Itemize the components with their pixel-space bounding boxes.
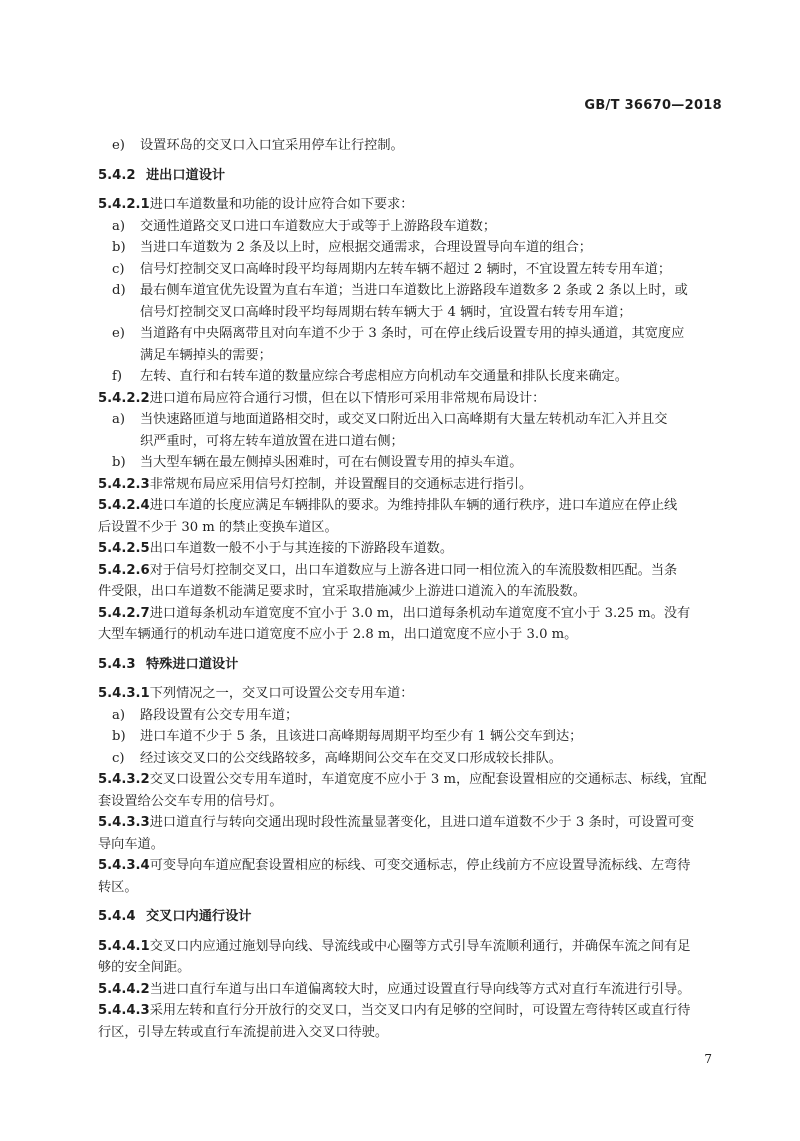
clause-line: [98, 474, 726, 496]
page-number: 7: [704, 1052, 712, 1066]
standard-code: GB/T 36670—2018: [584, 98, 722, 113]
paragraph-continuation: 导向车道。: [98, 836, 164, 852]
clause-text: 进口车道数量和功能的设计应符合如下要求：: [149, 197, 414, 212]
list-item-continuation: 织严重时，可将左转车道放置在进口道右侧；: [140, 433, 404, 449]
paragraph-continuation: 够的安全间距。: [98, 960, 191, 975]
list-item: [112, 452, 726, 474]
list-item: [112, 726, 726, 748]
list-marker: b): [112, 729, 126, 744]
clause-number: 5.4.2.7: [98, 605, 150, 621]
list-item-text: 当进口车道数为 2 条及以上时，应根据交通需求，合理设置导向车道的组合；: [140, 240, 592, 255]
clause-number: 5.4.4.3: [98, 1003, 150, 1018]
list-marker: b): [112, 455, 126, 470]
clause-text: 对于信号灯控制交叉口，出口车道数应与上游各进口同一相位流入的车流股数相匹配。当条: [149, 562, 678, 578]
clause-text: 当进口直行车道与出口车道偏离较大时，应通过设置直行导向线等方式对直行车流进行引导。: [149, 981, 691, 997]
clause-line: [98, 538, 726, 560]
section-title: 特殊进口道设计: [146, 656, 239, 672]
section-number: 5.4.4: [98, 909, 136, 924]
list-item-text: 当快速路匝道与地面道路相交时，或交叉口附近出入口高峰期有大量左转机动车汇入并且交: [140, 412, 668, 427]
clause-number: 5.4.3.2: [98, 772, 150, 787]
clause-number: 5.4.3.4: [98, 858, 150, 873]
clause-number: 5.4.4.1: [98, 938, 150, 954]
clause-line: [98, 1000, 726, 1022]
clause-number: 5.4.2.4: [98, 498, 150, 513]
list-marker: c): [112, 261, 125, 277]
paragraph-continuation: 件受限，出口车道数不能满足要求时，宜采取措施减少上游进口道流入的车流股数。: [98, 584, 586, 599]
list-item: [112, 135, 726, 157]
list-marker: d): [112, 283, 126, 298]
list-marker: a): [112, 412, 126, 427]
list-item-text: 当道路有中央隔离带且对向车道不少于 3 条时，可在停止线后设置专用的掉头通道，其宽度应: [140, 326, 685, 341]
clause-line: [98, 979, 726, 1001]
clause-line: [98, 812, 726, 834]
list-item-text: 当大型车辆在最左侧掉头困难时，可在右侧设置专用的掉头车道。: [140, 455, 523, 470]
clause-number: 5.4.3.1: [98, 686, 150, 701]
list-item: [112, 216, 726, 238]
clause-text: 进口车道的长度应满足车辆排队的要求。为维持排队车辆的通行秩序，进口车道应在停止线: [149, 498, 678, 513]
list-item-continuation: 满足车辆掉头的需要；: [140, 347, 272, 363]
list-marker: a): [112, 707, 126, 723]
list-item: [112, 323, 726, 345]
section-number: 5.4.3: [98, 656, 136, 672]
clause-number: 5.4.3.3: [98, 815, 150, 830]
section-heading: [98, 906, 726, 928]
list-marker: c): [112, 750, 125, 766]
list-item-text: 设置环岛的交叉口入口宜采用停车让行控制。: [140, 138, 404, 153]
list-marker: e): [112, 138, 125, 153]
list-item-text: 左转、直行和右转车道的数量应综合考虑相应方向机动车交通量和排队长度来确定。: [140, 369, 628, 384]
section-title: 交叉口内通行设计: [146, 909, 252, 924]
clause-line: [98, 495, 726, 517]
list-marker: b): [112, 240, 126, 255]
document-body: [98, 135, 726, 1043]
clause-text: 非常规布局应采用信号灯控制，并设置醒目的交通标志进行指引。: [149, 476, 533, 492]
clause-line: [98, 683, 726, 705]
list-item-text: 进口车道不少于 5 条，且该进口高峰期每周期平均至少有 1 辆公交车到达；: [140, 729, 583, 744]
list-item: [112, 705, 726, 727]
list-item: [112, 409, 726, 431]
clause-line: [98, 194, 726, 216]
paragraph-continuation: 转区。: [98, 879, 138, 895]
clause-text: 可变导向车道应配套设置相应的标线、可变交通标志，停止线前方不应设置导流标线、左弯待: [149, 858, 691, 873]
list-item-continuation: 信号灯控制交叉口高峰时段平均每周期右转车辆大于 4 辆时，宜设置右转专用车道；: [140, 304, 632, 320]
clause-text: 交叉口设置公交专用车道时，车道宽度不应小于 3 m，应配套设置相应的交通标志、标线，宜配: [149, 772, 707, 787]
paragraph-continuation: 大型车辆通行的机动车进口道宽度不应小于 2.8 m，出口道宽度不应小于 3.0 m。: [98, 627, 578, 642]
clause-text: 出口车道数一般不小于与其连接的下游路段车道数。: [149, 541, 454, 556]
clause-line: [98, 855, 726, 877]
list-item-text: 路段设置有公交专用车道；: [140, 707, 299, 723]
list-item: [112, 237, 726, 259]
list-marker: e): [112, 326, 125, 341]
clause-text: 进口道每条机动车道宽度不宜小于 3.0 m，出口道每条机动车道宽度不宜小于 3.25 m。没有: [149, 605, 691, 621]
clause-text: 下列情况之一，交叉口可设置公交专用车道：: [149, 686, 414, 701]
clause-number: 5.4.2.3: [98, 476, 150, 492]
list-item-text: 最右侧车道宜优先设置为直右车道；当进口车道数比上游路段车道数多 2 条或 2 条以上时，或: [140, 283, 688, 298]
clause-text: 进口道布局应符合通行习惯，但在以下情形可采用非常规布局设计：: [149, 390, 546, 406]
clause-text: 采用左转和直行分开放行的交叉口，当交叉口内有足够的空间时，可设置左弯待转区或直行待: [149, 1003, 691, 1018]
clause-line: [98, 388, 726, 410]
list-item: [112, 280, 726, 302]
list-item-text: 交通性道路交叉口进口车道数应大于或等于上游路段车道数；: [140, 218, 497, 234]
paragraph-continuation: 后设置不少于 30 m 的禁止变换车道区。: [98, 519, 338, 535]
list-marker: f): [112, 369, 123, 384]
section-heading: [98, 165, 726, 187]
section-heading: [98, 654, 726, 676]
paragraph-continuation: 行区，引导左转或直行车流提前进入交叉口待驶。: [98, 1024, 389, 1040]
list-item: [112, 259, 726, 281]
clause-text: 交叉口内应通过施划导向线、导流线或中心圈等方式引导车流顺利通行，并确保车流之间有足: [149, 938, 691, 954]
paragraph-continuation: 套设置给公交车专用的信号灯。: [98, 793, 283, 809]
section-number: 5.4.2: [98, 167, 136, 183]
clause-line: [98, 769, 726, 791]
clause-number: 5.4.2.6: [98, 562, 150, 578]
clause-line: [98, 936, 726, 958]
clause-line: [98, 560, 726, 582]
list-item: [112, 366, 726, 388]
list-item-text: 信号灯控制交叉口高峰时段平均每周期内左转车辆不超过 2 辆时，不宜设置左转专用车道；: [140, 261, 672, 277]
clause-number: 5.4.2.5: [98, 541, 150, 556]
section-title: 进出口道设计: [146, 167, 226, 183]
clause-number: 5.4.4.2: [98, 981, 150, 997]
list-marker: a): [112, 218, 126, 234]
list-item-text: 经过该交叉口的公交线路较多，高峰期间公交车在交叉口形成较长排队。: [140, 750, 562, 766]
clause-line: [98, 603, 726, 625]
clause-number: 5.4.2.2: [98, 390, 150, 406]
list-item: [112, 748, 726, 770]
clause-text: 进口道直行与转向交通出现时段性流量显著变化，且进口道车道数不少于 3 条时，可设置可变: [149, 815, 695, 830]
clause-number: 5.4.2.1: [98, 197, 150, 212]
